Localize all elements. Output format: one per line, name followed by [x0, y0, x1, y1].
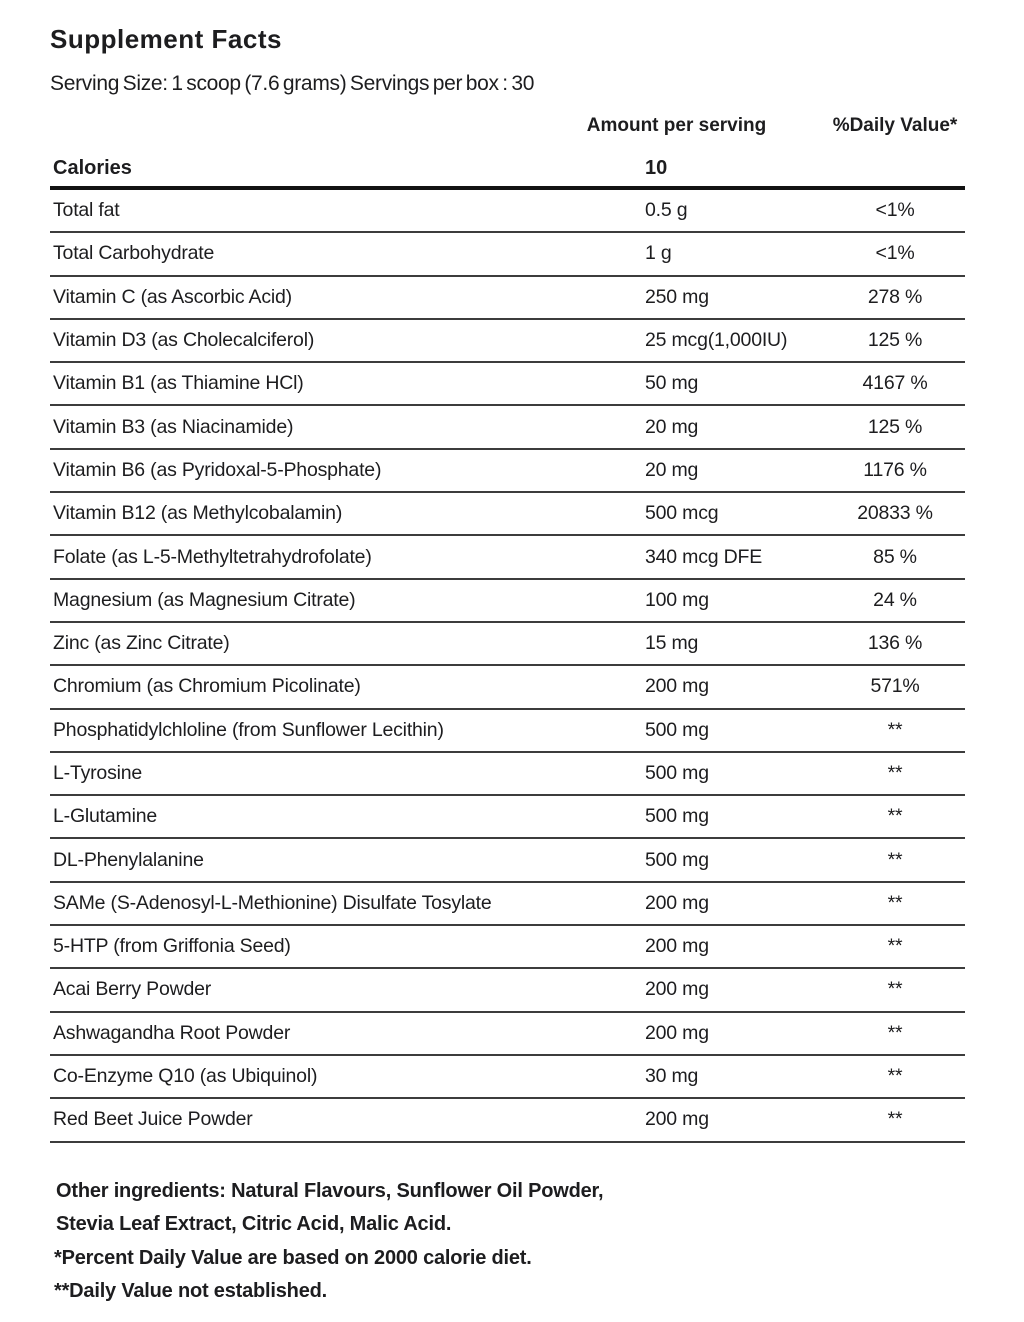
nutrient-name: Total Carbohydrate — [53, 242, 215, 265]
table-row — [50, 710, 965, 753]
other-ingredients-line-2: Stevia Leaf Extract, Citric Acid, Malic Acid. — [56, 1213, 452, 1236]
nutrient-daily-value: 85 % — [873, 545, 917, 568]
nutrient-daily-value: ** — [887, 1065, 903, 1088]
table-row — [50, 363, 965, 406]
nutrient-name: Vitamin D3 (as Cholecalciferol) — [53, 329, 315, 352]
nutrient-daily-value: 125 % — [867, 415, 923, 438]
table-row — [50, 623, 965, 666]
nutrient-amount: 200 mg — [645, 1021, 709, 1044]
nutrient-name: Vitamin B3 (as Niacinamide) — [53, 415, 294, 438]
nutrient-amount: 250 mg — [645, 285, 709, 308]
nutrient-daily-value: ** — [887, 891, 903, 914]
nutrient-name: Red Beet Juice Powder — [53, 1108, 253, 1131]
nutrient-name: Phosphatidylchloline (from Sunflower Lecithin) — [53, 718, 444, 741]
table-row — [50, 796, 965, 839]
dv-not-established-footnote: **Daily Value not established. — [54, 1280, 327, 1303]
nutrient-daily-value: ** — [887, 1021, 903, 1044]
nutrient-table — [50, 190, 965, 1143]
table-row — [50, 406, 965, 449]
nutrient-daily-value: ** — [887, 848, 903, 871]
calories-amount: 10 — [645, 157, 668, 179]
nutrient-name: L-Glutamine — [53, 805, 158, 828]
nutrient-amount: 200 mg — [645, 891, 709, 914]
nutrient-name: L-Tyrosine — [53, 762, 143, 784]
nutrient-name: Folate (as L-5-Methyltetrahydrofolate) — [53, 545, 372, 568]
table-row — [50, 839, 965, 882]
nutrient-amount: 500 mg — [645, 848, 709, 871]
nutrient-name: Magnesium (as Magnesium Citrate) — [53, 588, 356, 611]
nutrient-daily-value: 24 % — [873, 588, 917, 611]
column-headers — [50, 114, 965, 138]
nutrient-amount: 20 mg — [645, 458, 699, 481]
footnotes — [50, 1175, 965, 1309]
table-row — [50, 1013, 965, 1056]
table-row — [50, 450, 965, 493]
nutrient-daily-value: <1% — [875, 242, 915, 265]
nutrient-amount: 200 mg — [645, 675, 709, 698]
daily-value-column-header-cell — [825, 114, 965, 138]
nutrient-daily-value: 136 % — [867, 632, 923, 655]
daily-value-column-header: %Daily Value* — [832, 115, 958, 136]
table-row — [50, 277, 965, 320]
nutrient-daily-value: ** — [887, 935, 903, 958]
nutrient-daily-value: 571% — [870, 675, 920, 698]
label-title: Supplement Facts — [50, 24, 282, 54]
nutrient-amount: 1 g — [645, 242, 672, 265]
nutrient-name: SAMe (S-Adenosyl-L-Methionine) Disulfate Tosylate — [53, 891, 492, 914]
amount-column-header-cell — [586, 114, 825, 138]
serving-size-line: Serving Size: 1 scoop (7.6 grams) Servings per box : 30 — [50, 72, 535, 95]
nutrient-name: Vitamin C (as Ascorbic Acid) — [53, 285, 292, 308]
other-ingredients-line-1: Other ingredients: Natural Flavours, Sunflower Oil Powder, — [56, 1179, 604, 1202]
percent-dv-footnote: *Percent Daily Value are based on 2000 calorie diet. — [54, 1246, 532, 1269]
nutrient-amount: 500 mg — [645, 762, 709, 784]
table-row — [50, 883, 965, 926]
nutrient-daily-value: 125 % — [867, 329, 923, 352]
nutrient-name: Zinc (as Zinc Citrate) — [53, 632, 230, 655]
nutrient-amount: 500 mg — [645, 718, 709, 741]
nutrient-name: Vitamin B6 (as Pyridoxal-5-Phosphate) — [53, 458, 382, 481]
nutrient-amount: 500 mcg — [645, 502, 719, 525]
nutrient-daily-value: 278 % — [867, 285, 923, 308]
table-row — [50, 1099, 965, 1142]
nutrient-name: DL-Phenylalanine — [53, 848, 204, 871]
nutrient-amount: 15 mg — [645, 632, 699, 655]
nutrient-name: Vitamin B12 (as Methylcobalamin) — [53, 502, 343, 525]
table-row — [50, 536, 965, 579]
table-row — [50, 233, 965, 276]
nutrient-amount: 340 mcg DFE — [645, 545, 763, 568]
nutrient-amount: 25 mcg(1,000IU) — [645, 329, 788, 352]
table-row — [50, 493, 965, 536]
table-row — [50, 926, 965, 969]
calories-row — [50, 151, 965, 190]
nutrient-name: Total fat — [53, 199, 120, 222]
table-row — [50, 969, 965, 1012]
table-row — [50, 320, 965, 363]
nutrient-daily-value: ** — [887, 805, 903, 828]
table-row — [50, 666, 965, 709]
nutrient-name: Chromium (as Chromium Picolinate) — [53, 675, 361, 698]
nutrient-daily-value: 20833 % — [857, 502, 933, 525]
nutrient-daily-value: ** — [887, 762, 903, 784]
calories-label: Calories — [53, 157, 132, 179]
nutrient-name: Co-Enzyme Q10 (as Ubiquinol) — [53, 1065, 318, 1088]
nutrient-amount: 200 mg — [645, 1108, 709, 1131]
nutrient-amount: 20 mg — [645, 415, 699, 438]
nutrient-daily-value: <1% — [875, 199, 915, 222]
nutrient-amount: 200 mg — [645, 935, 709, 958]
table-row — [50, 580, 965, 623]
table-row — [50, 190, 965, 233]
nutrient-daily-value: ** — [887, 978, 903, 1001]
nutrient-daily-value: 4167 % — [862, 372, 928, 395]
nutrient-name: Acai Berry Powder — [53, 978, 212, 1001]
nutrient-daily-value: ** — [887, 1108, 903, 1131]
table-row — [50, 753, 965, 796]
nutrient-daily-value: ** — [887, 718, 903, 741]
nutrient-amount: 0.5 g — [645, 199, 688, 222]
nutrient-amount: 100 mg — [645, 588, 709, 611]
nutrient-amount: 500 mg — [645, 805, 709, 828]
nutrient-amount: 50 mg — [645, 372, 699, 395]
nutrient-amount: 30 mg — [645, 1065, 699, 1088]
amount-column-header: Amount per serving — [586, 115, 767, 136]
table-row — [50, 1056, 965, 1099]
nutrient-daily-value: 1176 % — [863, 458, 927, 481]
nutrient-name: Vitamin B1 (as Thiamine HCl) — [53, 372, 304, 395]
nutrient-name: 5-HTP (from Griffonia Seed) — [53, 935, 291, 958]
nutrient-amount: 200 mg — [645, 978, 709, 1001]
nutrient-name: Ashwagandha Root Powder — [53, 1021, 291, 1044]
